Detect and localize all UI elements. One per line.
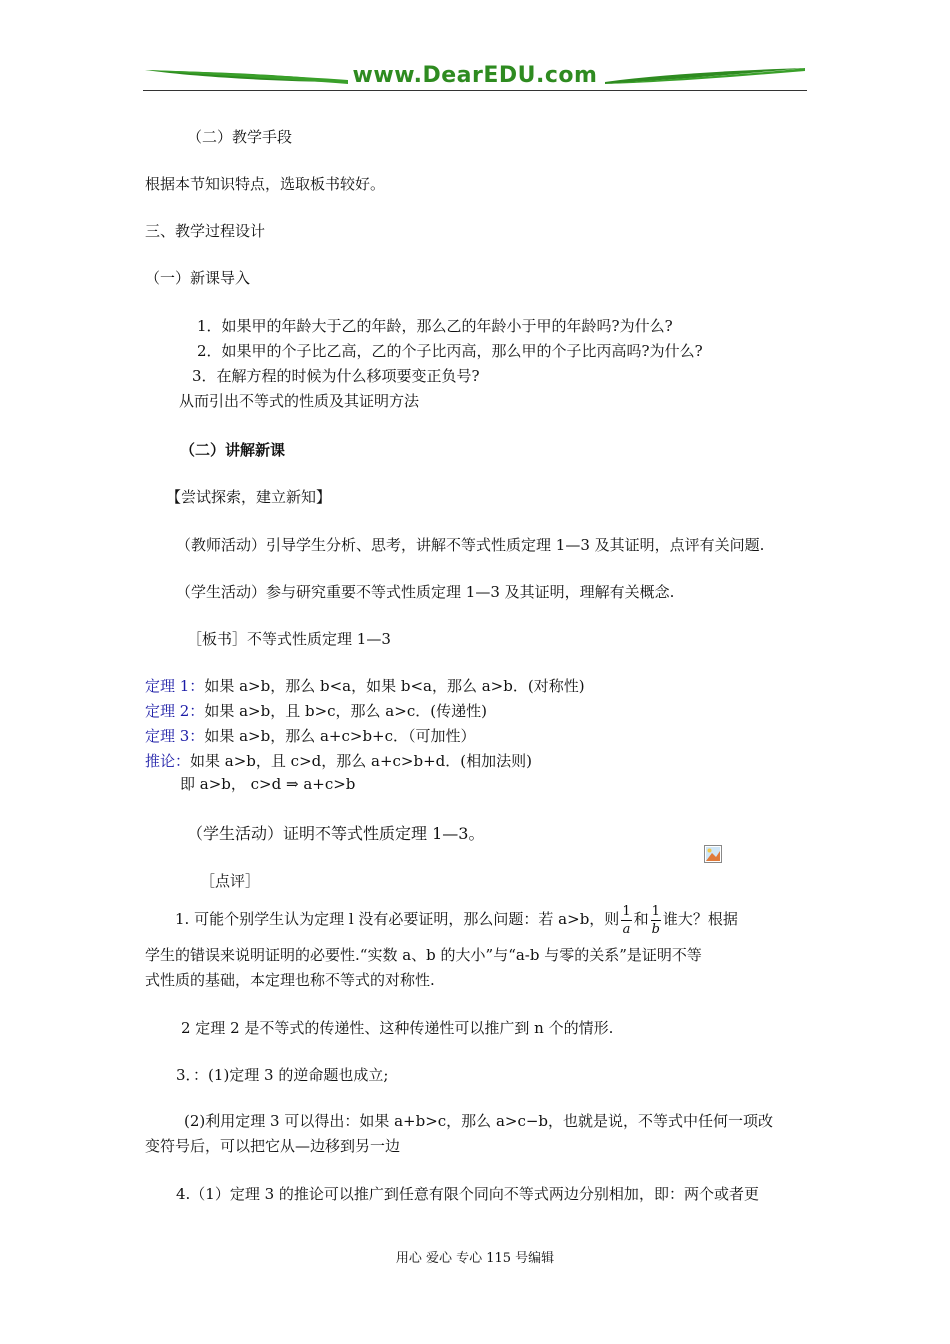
comment-3-point-2-line-2: 变符号后，可以把它从—边移到另一边 [145, 1137, 401, 1155]
theorem-1-text: 如果 a>b，那么 b<a，如果 b<a，那么 a>b．(对称性) [204, 677, 585, 695]
fraction-one-over-b [651, 903, 661, 938]
question-2: 2．如果甲的个子比乙高，乙的个子比丙高，那么甲的个子比丙高吗?为什么? [197, 342, 703, 360]
student-prove-activity: （学生活动）证明不等式性质定理 1—3。 [187, 824, 485, 843]
page-footer: 用心 爱心 专心 115 号编辑 [395, 1251, 555, 1266]
broken-image-icon [704, 845, 722, 863]
comment-heading: ［点评］ [200, 872, 261, 890]
comment-1-line-3: 式性质的基础，本定理也称不等式的对称性. [145, 971, 435, 989]
corollary-label: 推论： [145, 752, 191, 770]
theorem-2-label: 定理 2： [145, 702, 205, 720]
section-new-lesson: （二）讲解新课 [180, 441, 286, 459]
header-divider [143, 90, 807, 91]
fraction-numerator: 1 [622, 903, 631, 919]
question-1: 1．如果甲的年龄大于乙的年龄，那么乙的年龄小于甲的年龄吗?为什么? [197, 317, 673, 335]
comment-1-line-2: 学生的错误来说明证明的必要性.“实数 a、b 的大小”与“a-b 与零的关系”是证明不等 [145, 946, 702, 964]
page-header [143, 62, 807, 92]
comment-3: 3．：(1)定理 3 的逆命题也成立; [176, 1066, 389, 1084]
comment-1-line-1 [175, 900, 738, 938]
theorem-3 [145, 726, 476, 746]
comment-1-text-a: 1. 可能个别学生认为定理 l 没有必要证明，那么问题：若 a>b，则 [175, 910, 620, 928]
teacher-activity: （教师活动）引导学生分析、思考，讲解不等式性质定理 1—3 及其证明，点评有关问题. [176, 536, 765, 554]
comment-1-and: 和 [633, 910, 649, 928]
comment-3-point-2-line-1: (2)利用定理 3 可以得出：如果 a+b>c，那么 a>c−b，也就是说，不等式中任何一项改 [184, 1112, 774, 1130]
section-teaching-means: （二）教学手段 [187, 128, 293, 146]
comment-4: 4.（1）定理 3 的推论可以推广到任意有限个同向不等式两边分别相加，即：两个或者更 [176, 1185, 759, 1203]
explore-heading: 【尝试探索，建立新知】 [166, 488, 332, 506]
fraction-denominator-b: b [651, 921, 660, 937]
theorem-3-label: 定理 3： [145, 727, 205, 745]
theorem-1 [145, 676, 585, 696]
board-heading: ［板书］不等式性质定理 1—3 [187, 630, 391, 648]
fraction-one-over-a [621, 903, 631, 938]
section-process-design: 三、教学过程设计 [145, 222, 266, 240]
fraction-numerator: 1 [651, 903, 660, 919]
question-3: 3．在解方程的时候为什么移项要变正负号? [192, 367, 480, 385]
comment-2: 2 定理 2 是不等式的传递性、这种传递性可以推广到 n 个的情形. [181, 1019, 614, 1037]
theorem-1-label: 定理 1： [145, 677, 205, 695]
theorem-3-text: 如果 a>b，那么 a+c>b+c．（可加性） [204, 727, 476, 745]
lead-in-sentence: 从而引出不等式的性质及其证明方法 [179, 392, 420, 410]
theorem-2 [145, 701, 487, 721]
corollary [145, 751, 532, 771]
site-logo-text: www.DearEDU.com [352, 63, 598, 88]
section-intro: （一）新课导入 [145, 269, 251, 287]
student-activity: （学生活动）参与研究重要不等式性质定理 1—3 及其证明，理解有关概念. [176, 583, 675, 601]
theorem-2-text: 如果 a>b，且 b>c，那么 a>c．(传递性) [204, 702, 487, 720]
corollary-symbolic: 即 a>b， c>d ⇒ a+c>b [180, 775, 356, 793]
fraction-denominator-a: a [622, 921, 631, 937]
corollary-text: 如果 a>b，且 c>d，那么 a+c>b+d．(相加法则) [190, 752, 532, 770]
comment-1-text-b: 谁大？根据 [662, 910, 738, 928]
paragraph-board-choice: 根据本节知识特点，选取板书较好。 [145, 175, 386, 193]
